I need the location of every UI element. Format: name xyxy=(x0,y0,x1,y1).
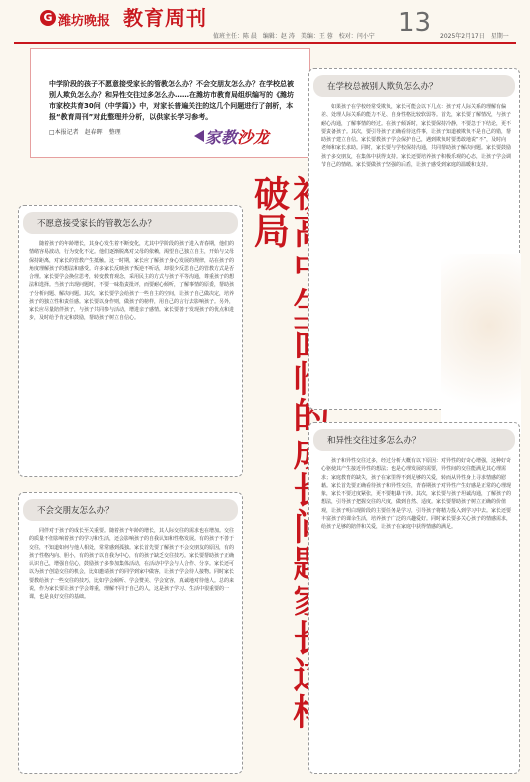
article-opposite-sex xyxy=(308,422,520,774)
column-brand xyxy=(205,125,269,148)
column-brand-part2: 沙龙 xyxy=(237,128,270,147)
editor-credits: 值班主任：陈 晨 编辑：赵 涛 美编：王 蓉 校对：闫小宁 xyxy=(213,33,375,40)
column-arrow-icon xyxy=(194,130,204,142)
article-title-bar xyxy=(313,429,515,451)
article-body: 孩子和异性交往过多，经过分析大概有以下原因：对异性的好奇心增强，这种好奇心驱使其产生接近异性的想法；也是心理发展的需要，异性间的交往能满足其心理需求；家庭教育的缺失，孩子在家里得不到足够的关爱，转而从异性身上寻求情感的慰藉。家长首先要正确看待孩子和异性交往，青春期孩子对异性产生好感是正常的心理现象，家长不要过度紧张，更不要粗暴干涉。其次，家长要与孩子坦诚沟通，了解孩子的想法，引导孩子把握交往的尺度，做到自然、适度。家长要帮助孩子树立正确的价值观，让孩子明白现阶段的主要任务是学习，引导孩子将精力投入到学习中去。家长还要丰富孩子的课余生活，培养孩子广泛的兴趣爱好。同时家长要多关心孩子的情感需求，给孩子足够的陪伴和关爱，让孩子在家庭中获得情感的满足。 xyxy=(321,458,511,530)
article-title: 在学校总被别人欺负怎么办？ xyxy=(327,82,438,92)
article-title-bar xyxy=(23,499,238,521)
newspaper-logo-icon: G xyxy=(40,10,56,26)
column-brand-part1: 家教 xyxy=(205,128,238,147)
article-body: 随着孩子的年龄增长，其身心发生着不断变化，尤其中学阶段的孩子进入青春期，他们的情绪容易波动，行为变化不定。他们逐渐脱离对父母的依赖，渴望自己独立自主，开始与父母保持距离，对家长的管教产生抵触。这一时期，家长应了解孩子身心发展的规律，站在孩子的角度理解孩子的想法和感受。许多家长反映孩子叛逆不听话，却很少反思自己的管教方式是否合理。家长要学会换位思考，转变教育观念，采用民主的方式与孩子平等沟通，尊重孩子的想法和选择。当孩子出现问题时，不要一味指责批评，而要耐心倾听，了解事情的原委，帮助孩子分析问题、解决问题。其次，家长要学会给孩子一些自主的空间，让孩子自己做决定，培养孩子的独立性和责任感。家长要以身作则，做孩子的榜样，用自己的言行去影响孩子。另外，家长应尽量陪伴孩子，与孩子共同参与活动，增进亲子感情。家长要善于发现孩子的优点和进步，及时给予肯定和鼓励，帮助孩子树立自信心。 xyxy=(29,241,234,322)
intro-author: □本报记者 赵春晖 整理 xyxy=(49,129,121,137)
article-title-bar xyxy=(313,75,515,97)
masthead-rule xyxy=(14,42,516,44)
intro-text: 中学阶段的孩子不愿意接受家长的管教怎么办？不会交朋友怎么办？在学校总被别人欺负怎么办？和异性交往过多怎么办……在潍坊市教育局组织编写的《潍坊市家校共育30问（中学篇）》中，对家长普遍关注的这几个问题进行了剖析，本报“教育周刊”对此整理并分析，以供家长学习参考。 xyxy=(49,80,294,121)
issue-date: 2025年2月17日 星期一 xyxy=(440,33,509,40)
article-title: 不愿意接受家长的管教怎么办？ xyxy=(37,219,157,229)
masthead xyxy=(0,0,530,46)
article-friends xyxy=(18,492,243,774)
page-number: 13 xyxy=(398,8,432,38)
section-title: 教育周刊 xyxy=(123,6,207,30)
article-title: 和异性交往过多怎么办？ xyxy=(327,436,421,446)
article-discipline xyxy=(18,205,243,477)
article-body: 同伴对于孩子的成长至关重要。随着孩子年龄的增长，其人际交往的需求也在增加。交往的质量不但影响着孩子的学习和生活，还会影响孩子的自我认知和性格发展。有的孩子不善于交往，不知道如何与他人相处，常常感到孤独。家长首先要了解孩子不会交朋友的原因，有的孩子性格内向、胆小，有的孩子以自我为中心，有的孩子缺乏交往技巧。家长要帮助孩子正确认识自己，增强自信心，鼓励孩子多参加集体活动，在活动中学会与人合作、分享。家长还可以为孩子创造交往的机会，比如邀请孩子的同学到家中做客，让孩子学会待人接物。同时家长要教给孩子一些交往的技巧，比如学会倾听、学会赞美、学会宽容，真诚地对待他人。总的来说，作为家长要让孩子学会尊重，理解不同于自己的人，这是孩子学习、生活中很重要的一课，也是良好交往的基础。 xyxy=(29,528,234,600)
article-body: 如果孩子在学校经常受欺负，家长可能会以下几点：孩子对人际关系的理解有偏差、处理人际关系的能力不足、自身性格比较软弱等。首先，家长要了解情况，与孩子耐心沟通，了解事情的经过。在孩子倾诉时，家长要保持冷静，不要急于下结论，更不要责备孩子。其次，要引导孩子正确看待这件事，让孩子知道被欺负不是自己的错，帮助孩子建立自信。家长要教孩子学会保护自己，遇到欺负时要勇敢地说“不”，及时向老师和家长求助。同时，家长要与学校保持沟通，共同帮助孩子解决问题。家长要鼓励孩子多交朋友，在集体中获得支持。家长还要培养孩子积极乐观的心态，让孩子学会调节自己的情绪。家长要做孩子坚强的后盾，让孩子感受到家庭的温暖和支持。 xyxy=(321,104,511,168)
newspaper-name: 潍坊晚报 xyxy=(58,14,111,29)
article-title: 不会交朋友怎么办？ xyxy=(37,506,114,516)
article-title-bar xyxy=(23,212,238,234)
main-headline: 的 破局 xyxy=(248,175,329,434)
article-bullying xyxy=(308,68,520,410)
